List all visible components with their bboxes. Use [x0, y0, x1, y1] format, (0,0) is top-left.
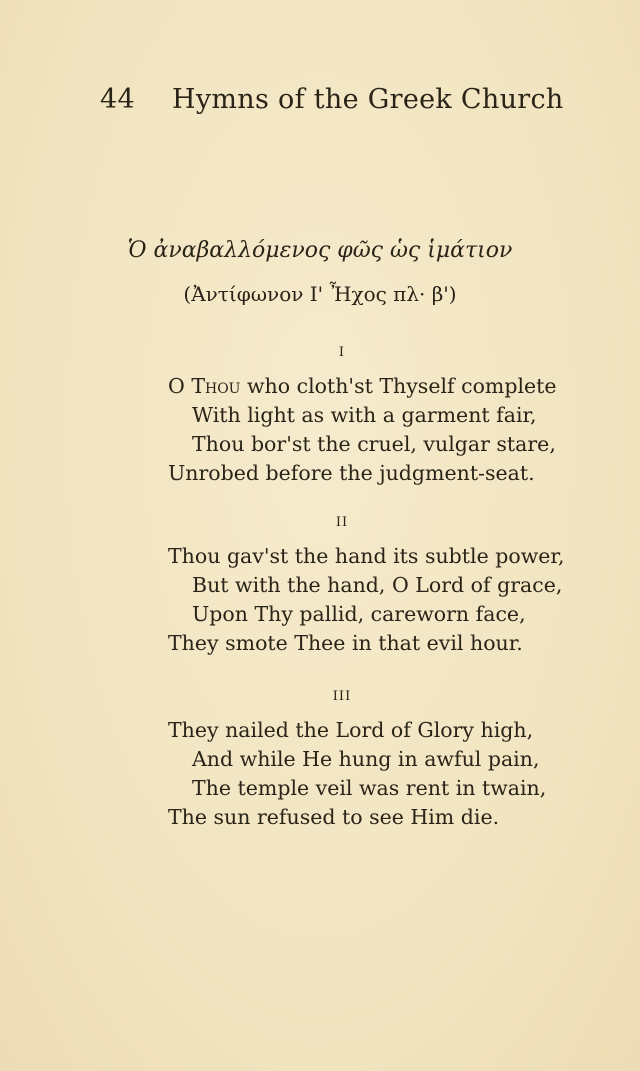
hymn-greek-subtitle: (Ἀντίφωνον Ι' Ἦχος πλ· β'): [183, 282, 457, 306]
stanza-line: Upon Thy pallid, careworn face,: [192, 602, 526, 626]
stanza-first-word: O Thou: [168, 374, 241, 398]
stanza-1: [168, 345, 588, 488]
hymn-greek-title: Ὁ ἀναβαλλόμενος φῶς ὡς ἱμάτιον: [127, 238, 513, 263]
stanza-line: Thou bor'st the cruel, vulgar stare,: [192, 432, 556, 456]
stanza-line: The sun refused to see Him die.: [168, 805, 500, 829]
stanza-line: And while He hung in awful pain,: [192, 747, 540, 771]
stanza-line: With light as with a garment fair,: [192, 403, 537, 427]
page-number: 44: [100, 84, 135, 115]
stanza-line: [168, 372, 588, 401]
stanza-line-rest: who cloth'st Thyself complete: [240, 374, 557, 398]
page-header: [100, 84, 564, 124]
stanza-line: They smote Thee in that evil hour.: [168, 631, 523, 655]
stanza-number: II: [335, 515, 349, 530]
stanza-line: Thou gav'st the hand its subtle power,: [168, 544, 565, 568]
stanza-3: [168, 689, 588, 832]
running-title: Hymns of the Greek Church: [172, 84, 564, 115]
stanza-line: But with the hand, O Lord of grace,: [192, 573, 563, 597]
stanza-2: [168, 515, 588, 658]
stanza-line: They nailed the Lord of Glory high,: [168, 718, 534, 742]
stanza-line: Unrobed before the judgment-seat.: [168, 461, 535, 485]
stanza-line: The temple veil was rent in twain,: [192, 776, 547, 800]
stanza-number: I: [338, 345, 346, 360]
stanza-number: III: [332, 689, 352, 704]
